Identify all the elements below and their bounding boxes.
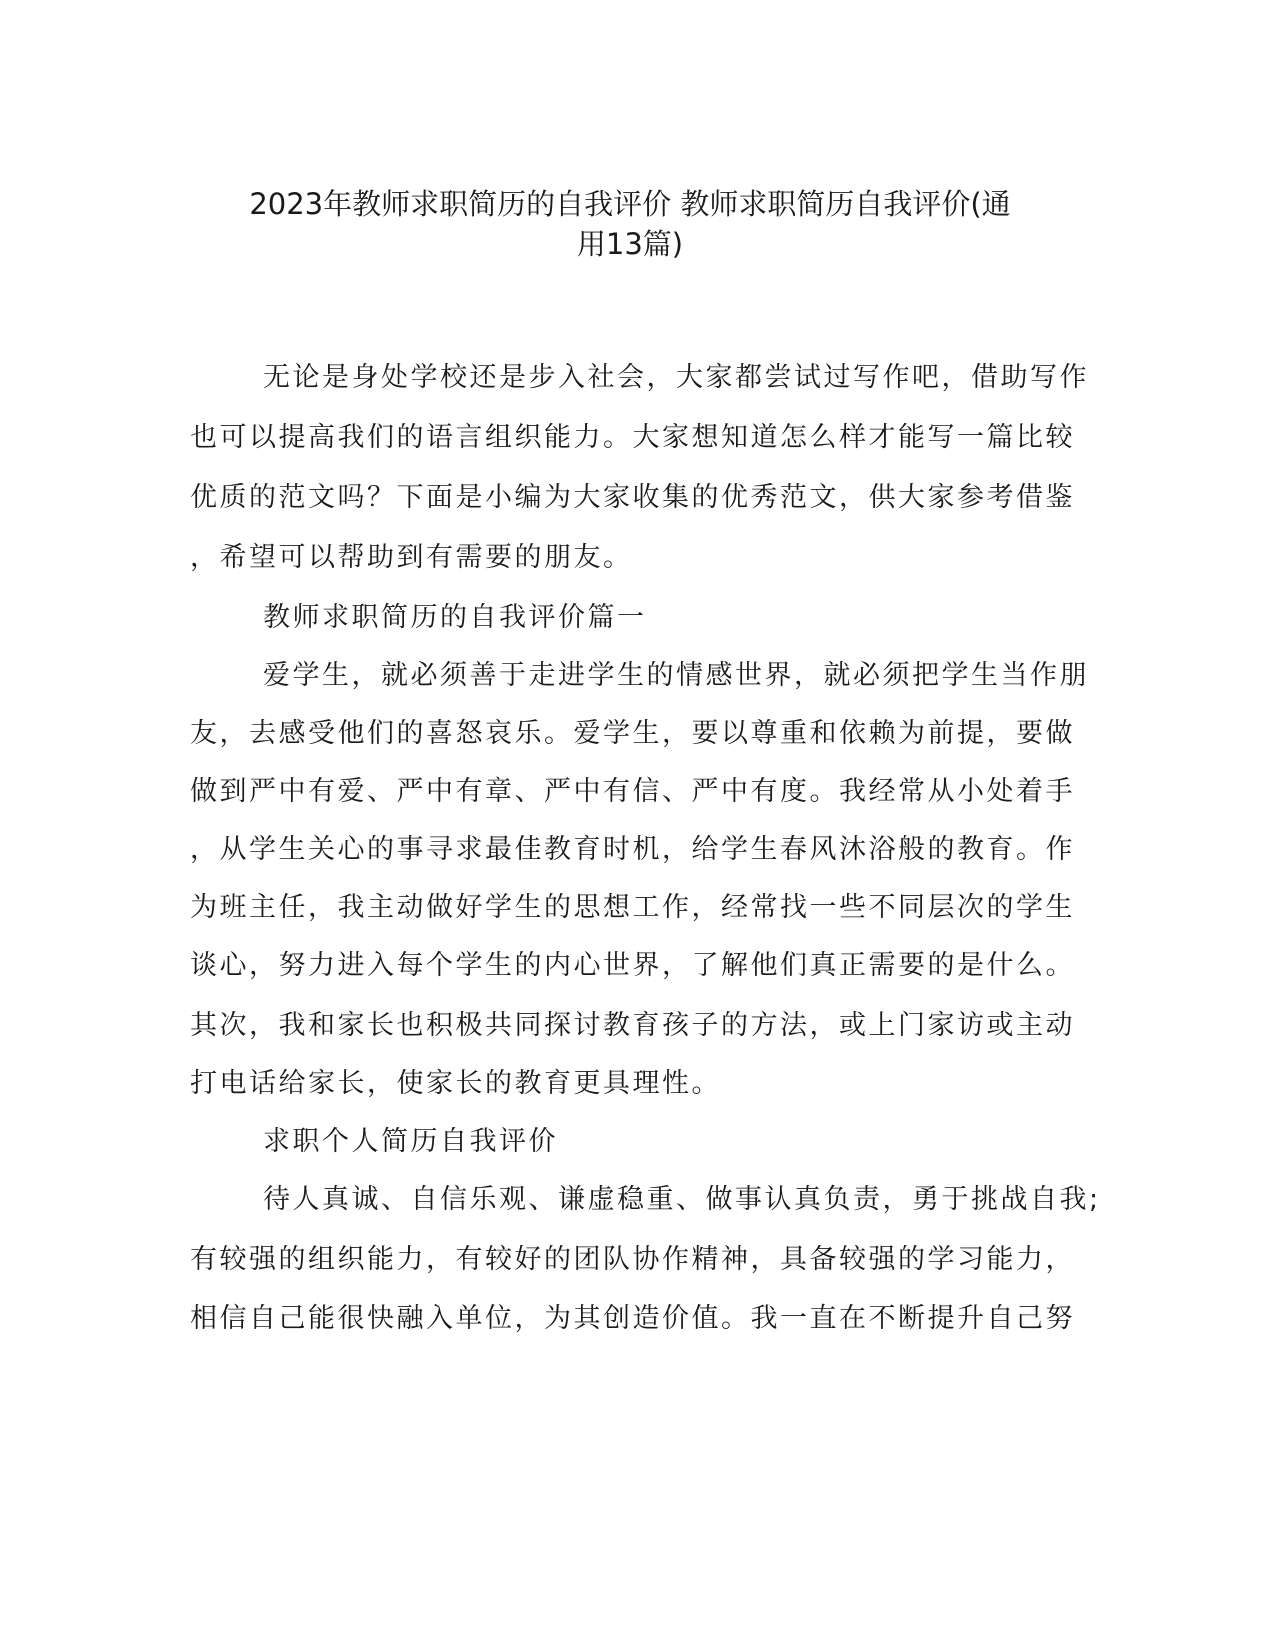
section1-line-5: 为班主任，我主动做好学生的思想工作，经常找一些不同层次的学生	[190, 892, 1075, 923]
intro-line-1: 无论是身处学校还是步入社会，大家都尝试过写作吧，借助写作	[263, 362, 1089, 393]
section2-line-2: 有较强的组织能力，有较好的团队协作精神，具备较强的学习能力，	[190, 1244, 1075, 1275]
intro-line-2: 也可以提高我们的语言组织能力。大家想知道怎么样才能写一篇比较	[190, 422, 1075, 453]
section1-line-6: 谈心，努力进入每个学生的内心世界，了解他们真正需要的是什么。	[190, 950, 1075, 981]
section1-line-4: ，从学生关心的事寻求最佳教育时机，给学生春风沐浴般的教育。作	[190, 834, 1075, 865]
section2-line-1: 待人真诚、自信乐观、谦虚稳重、做事认真负责，勇于挑战自我;	[263, 1184, 1101, 1215]
intro-line-4: ，希望可以帮助到有需要的朋友。	[190, 542, 633, 573]
section1-line-2: 友，去感受他们的喜怒哀乐。爱学生，要以尊重和依赖为前提，要做	[190, 718, 1075, 749]
section1-line-8: 打电话给家长，使家长的教育更具理性。	[190, 1068, 721, 1099]
intro-line-3: 优质的范文吗？下面是小编为大家收集的优秀范文，供大家参考借鉴	[190, 482, 1075, 513]
section1-line-1: 爱学生，就必须善于走进学生的情感世界，就必须把学生当作朋	[263, 660, 1089, 691]
section1-line-3: 做到严中有爱、严中有章、严中有信、严中有度。我经常从小处着手	[190, 776, 1075, 807]
document-title	[180, 184, 1080, 264]
title-line-2: 用13篇)	[576, 227, 684, 261]
section-heading-2: 求职个人简历自我评价	[263, 1126, 558, 1157]
section-heading-1: 教师求职简历的自我评价篇一	[263, 602, 647, 633]
section1-line-7: 其次，我和家长也积极共同探讨教育孩子的方法，或上门家访或主动	[190, 1010, 1075, 1041]
section2-line-3: 相信自己能很快融入单位，为其创造价值。我一直在不断提升自己努	[190, 1303, 1075, 1334]
title-line-1: 2023年教师求职简历的自我评价 教师求职简历自我评价(通	[249, 187, 1011, 221]
